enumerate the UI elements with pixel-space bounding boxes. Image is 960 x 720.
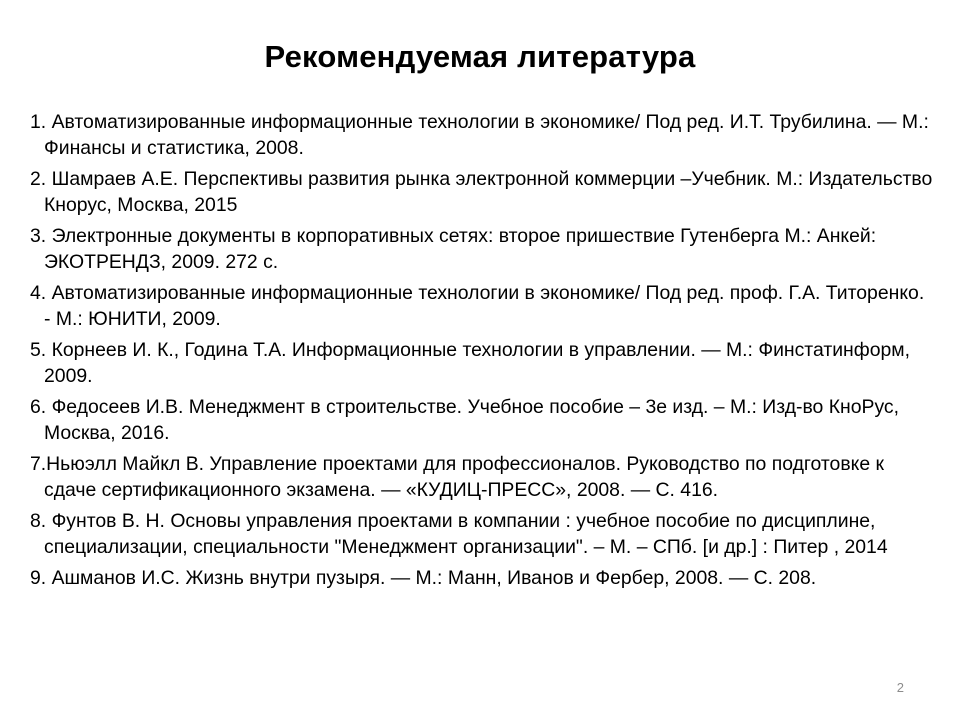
reference-item — [30, 223, 935, 275]
reference-text: Автоматизированные информационные технологии в экономике/ Под ред. И.Т. Трубилина. — М.: Финансы и статистика, 2008. — [44, 111, 929, 159]
slide-title: Рекомендуемая литература — [264, 39, 696, 74]
reference-number: 4. — [30, 282, 52, 304]
reference-number: 2. — [30, 168, 52, 190]
reference-text: Федосеев И.В. Менеджмент в строительстве. Учебное пособие – 3е изд. – М.: Изд-во КноРус, Москва, 2016. — [44, 396, 900, 444]
reference-text: Корнеев И. К., Година Т.А. Информационные технологии в управлении. — М.: Финстатинформ, 2009. — [44, 339, 910, 387]
reference-text: Автоматизированные информационные технологии в экономике/ Под ред. проф. Г.А. Титоренко. - М.: ЮНИТИ, 2009. — [44, 282, 925, 330]
reference-text: Ньюэлл Майкл В. Управление проектами для профессионалов. Руководство по подготовке к сдаче сертификационного экзамена. — «КУДИЦ-ПРЕСС», 2008. — С. 416. — [44, 453, 885, 501]
reference-number: 6. — [30, 396, 52, 418]
reference-item — [30, 394, 935, 446]
reference-item — [30, 337, 935, 389]
reference-text: Электронные документы в корпоративных сетях: второе пришествие Гутенберга М.: Анкей: ЭКОТРЕНДЗ, 2009. 272 с. — [44, 225, 877, 273]
reference-item — [30, 565, 935, 591]
reference-number: 9. — [30, 567, 52, 589]
reference-number: 7. — [30, 453, 47, 475]
reference-text: Ашманов И.С. Жизнь внутри пузыря. — М.: Манн, Иванов и Фербер, 2008. — С. 208. — [51, 567, 817, 589]
reference-number: 3. — [30, 225, 52, 247]
reference-item — [30, 451, 935, 503]
reference-text: Шамраев А.Е. Перспективы развития рынка электронной коммерции –Учебник. М.: Издательство Кнорус, Москва, 2015 — [44, 168, 933, 216]
reference-item — [30, 166, 935, 218]
reference-item — [30, 109, 935, 161]
reference-item — [30, 508, 935, 560]
reference-number: 8. — [30, 510, 52, 532]
reference-number: 5. — [30, 339, 52, 361]
reference-list — [30, 109, 935, 596]
reference-item — [30, 280, 935, 332]
page-number: 2 — [896, 680, 904, 695]
reference-text: Фунтов В. Н. Основы управления проектами в компании : учебное пособие по дисциплине, специализации, специальности "Менеджмент организации". – М. – СПб. [и др.] : Питер , 2014 — [44, 510, 888, 558]
reference-number: 1. — [30, 111, 52, 133]
